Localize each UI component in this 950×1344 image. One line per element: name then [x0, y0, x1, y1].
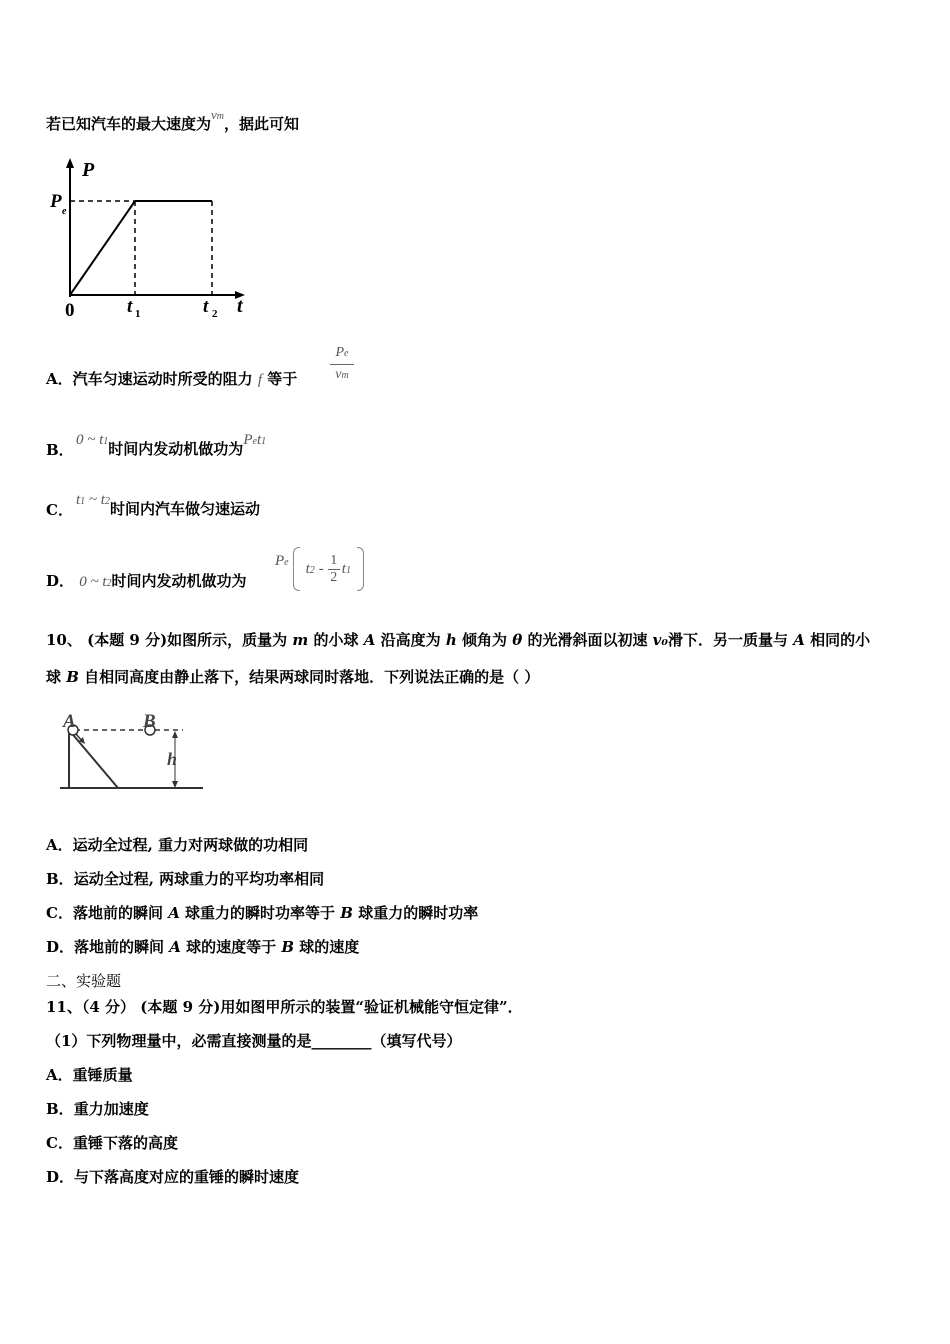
- q11-header: [46, 997, 523, 1017]
- pe-var: P: [275, 552, 285, 569]
- stem-text: (本题 9 分)如图所示，质量为: [87, 631, 293, 649]
- inner-t: t: [305, 560, 310, 577]
- q11-option-d: [46, 1167, 299, 1187]
- num-sub: e: [344, 348, 349, 359]
- option-text: 重锤质量: [72, 1066, 133, 1084]
- range-text: 0 ~ t: [76, 432, 104, 448]
- question-header: （4 分） (本题 9 分)用如图甲所示的装置“验证机械能守恒定律”．: [81, 998, 523, 1016]
- option-letter: A．: [46, 1066, 73, 1084]
- option-letter: B．: [46, 441, 74, 459]
- option-text: 时间内发动机做功为: [108, 440, 244, 458]
- stem-text: 球: [46, 668, 67, 686]
- range-expr: [76, 432, 108, 448]
- option-text: 运动全过程, 两球重力的平均功率相同: [73, 870, 325, 888]
- label-h: h: [167, 749, 178, 769]
- inner-t2: t: [341, 560, 346, 577]
- option-text-2: 等于: [267, 370, 298, 388]
- q11-sub1: （1）下列物理量中，必需直接测量的是________（填写代号）: [46, 1032, 462, 1050]
- t2-term: [306, 561, 315, 578]
- fraction-denominator: [330, 367, 354, 384]
- var-v0: v₀: [652, 631, 668, 649]
- option-text: 球的速度: [294, 938, 360, 956]
- incline-figure: [55, 705, 215, 795]
- vm-sub: m: [216, 111, 225, 122]
- option-text: 落地前的瞬间: [74, 938, 170, 956]
- range-text: 0 ~ t: [79, 574, 107, 590]
- vm-var: v: [211, 107, 217, 122]
- question-number: 11、: [46, 998, 82, 1016]
- stem-text: 的小球: [308, 631, 364, 649]
- range-sub: 2: [106, 578, 112, 589]
- intro-line: [46, 107, 300, 137]
- intro-tail: ，据此可知: [224, 115, 300, 133]
- height-arrow-down-icon: [172, 781, 178, 788]
- fraction-pe-vm: [330, 345, 354, 384]
- q10-option-d: [46, 937, 359, 957]
- y-axis-label: P: [82, 159, 95, 181]
- fraction-numerator: [330, 345, 354, 362]
- q9-option-c-body: [76, 488, 260, 518]
- fraction-bar: [330, 364, 354, 365]
- stem-text: 沿高度为: [375, 631, 446, 649]
- pe-label: P: [50, 191, 62, 212]
- x-axis-label: t: [237, 295, 243, 317]
- left-paren: [293, 547, 300, 591]
- option-letter: B．: [46, 1100, 74, 1118]
- half-fraction: [328, 553, 340, 586]
- inner-t2-sub: 1: [345, 564, 351, 576]
- var-theta: θ: [512, 631, 523, 649]
- option-letter: B．: [46, 870, 74, 888]
- right-paren: [357, 547, 364, 591]
- pe-sub: e: [62, 206, 67, 217]
- q11-option-a: [46, 1065, 133, 1085]
- expr-var-2: t: [256, 432, 262, 448]
- q9-option-b-body: [76, 428, 267, 458]
- option-text: 时间内发动机做功为: [111, 572, 247, 590]
- incline-slope: [69, 730, 118, 788]
- expr-sub-2: 1: [261, 436, 267, 447]
- rising-line: [70, 201, 135, 295]
- stem-text: 的光滑斜面以初速: [522, 631, 653, 649]
- minus-sign: -: [318, 560, 324, 577]
- var-a: A: [169, 938, 181, 956]
- t1-sub: 1: [135, 308, 141, 320]
- option-text: 球重力的瞬时功率等于: [179, 904, 341, 922]
- option-letter: D．: [46, 1168, 75, 1186]
- t2-label: t: [203, 296, 209, 317]
- range-a: t: [76, 492, 81, 508]
- var-a: A: [793, 631, 805, 649]
- var-b: B: [66, 668, 79, 686]
- q9-option-c: [46, 500, 73, 520]
- option-text: 重锤下落的高度: [72, 1134, 178, 1152]
- option-letter: D．: [46, 572, 75, 590]
- stem-text: 倾角为: [456, 631, 513, 649]
- var-b: B: [340, 904, 353, 922]
- frac-den: 2: [330, 569, 338, 585]
- option-letter: C．: [46, 904, 73, 922]
- pe-sub: e: [284, 556, 289, 568]
- var-a: A: [363, 631, 376, 649]
- option-text: 重力加速度: [73, 1100, 149, 1118]
- work-formula: [275, 546, 364, 592]
- option-letter: C．: [46, 501, 73, 519]
- expr-sub: e: [252, 436, 257, 447]
- option-text: 球重力的瞬时功率: [352, 904, 479, 922]
- option-text: 时间内汽车做匀速运动: [109, 500, 260, 518]
- den-sub: m: [341, 370, 349, 381]
- option-text: 汽车匀速运动时所受的阻力: [72, 370, 253, 388]
- var-h: h: [445, 631, 457, 649]
- q9-option-d: [46, 571, 247, 594]
- q10-stem-line-2: [46, 667, 539, 687]
- t1-term: [342, 561, 351, 578]
- origin-label: 0: [65, 300, 75, 321]
- q11-option-c: [46, 1133, 178, 1153]
- option-letter: A．: [46, 836, 73, 854]
- option-letter: A．: [46, 370, 73, 388]
- label-a: A: [63, 711, 76, 732]
- var-m: m: [292, 631, 309, 649]
- f-symbol: f: [257, 372, 263, 388]
- power-time-graph: [40, 152, 260, 327]
- den-var: v: [335, 367, 342, 382]
- intro-text: 若已知汽车的最大速度为: [46, 115, 212, 133]
- num-var: P: [335, 345, 345, 360]
- range-sub: 1: [103, 436, 109, 447]
- y-axis-arrow-icon: [66, 158, 74, 168]
- q10-option-a: [46, 835, 308, 855]
- option-letter: D．: [46, 938, 75, 956]
- stem-text: 自相同高度由静止落下，结果两球同时落地．下列说法正确的是（ ）: [78, 668, 540, 686]
- option-text: 与下落高度对应的重锤的瞬时速度: [74, 1168, 300, 1186]
- range-expr: [79, 574, 111, 590]
- var-a: A: [168, 904, 180, 922]
- question-number: 10、: [46, 631, 82, 649]
- pe-factor: [275, 553, 289, 570]
- option-text: 落地前的瞬间: [72, 904, 169, 922]
- q10-stem-line-1: [46, 630, 870, 650]
- option-text: 运动全过程, 重力对两球做的功相同: [72, 836, 309, 854]
- inner-t-sub: 2: [309, 564, 315, 576]
- label-b: B: [143, 711, 156, 732]
- option-text: 球的速度等于: [180, 938, 282, 956]
- t1-label: t: [127, 296, 133, 317]
- q9-option-b: [46, 440, 74, 460]
- work-expr: [243, 432, 266, 448]
- range-a-sub: 1: [80, 496, 86, 507]
- q10-option-c: [46, 903, 478, 923]
- t2-sub: 2: [212, 308, 218, 320]
- q11-option-b: [46, 1099, 149, 1119]
- frac-num: 1: [330, 552, 338, 568]
- q10-option-b: [46, 869, 324, 889]
- stem-text: 滑下．另一质量与: [667, 631, 794, 649]
- section-title: 二、实验题: [46, 972, 122, 990]
- q9-option-a: [46, 369, 297, 390]
- option-letter: C．: [46, 1134, 73, 1152]
- vm-symbol: [211, 107, 224, 122]
- range-b: ~ t: [85, 492, 105, 508]
- height-arrow-up-icon: [172, 731, 178, 738]
- range-expr: [76, 492, 110, 508]
- expr-var: P: [243, 432, 253, 448]
- stem-text: 相同的小: [804, 631, 871, 649]
- range-b-sub: 2: [104, 496, 110, 507]
- var-b: B: [281, 938, 295, 956]
